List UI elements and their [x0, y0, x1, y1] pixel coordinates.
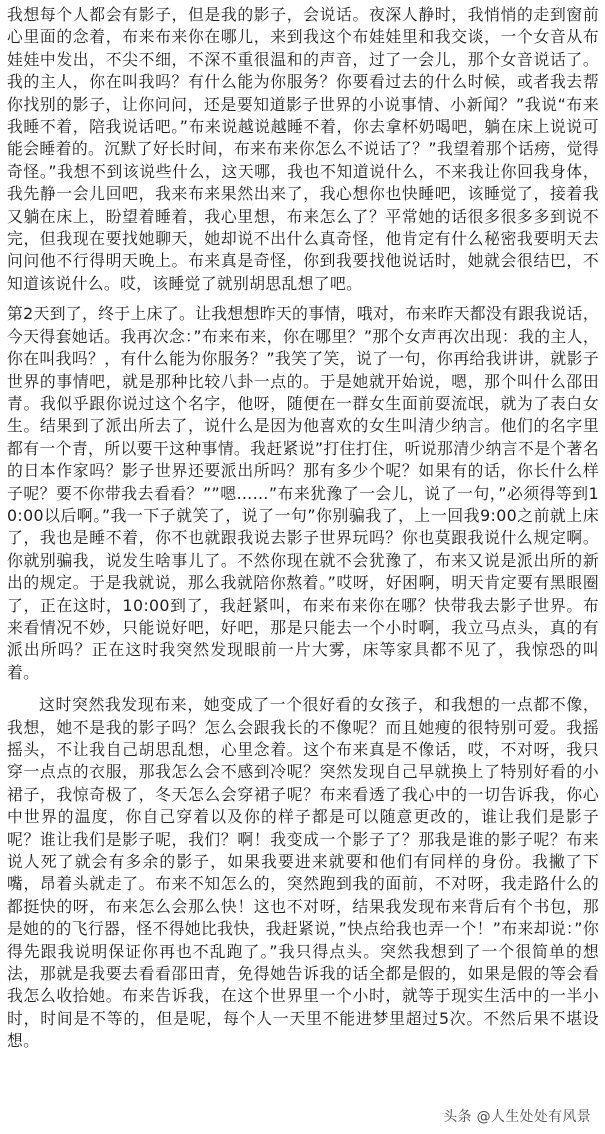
article-paragraph-3: 这时突然我发现布来，她变成了一个很好看的女孩子，和我想的一点都不像，我想，她不是我的影子吗？怎么会跟我长的不像呢？而且她瘦的很特别可爱。我摇摇头，不让我自己胡思乱想，心里念着。这个布来真是不像话，哎，不对呀，我只穿一点点的衣服，那我怎么会不感到冷呢？突然发现自己早就换上了特别好看的小裙子，我惊奇极了，冬天怎么会穿裙子呢？布来看透了我心中的一切告诉我，你心中世界的温度，你自己穿着以及你的样子都是可以随意更改的，谁让我们是影子呢？谁让我们是影子呢，我们？啊！我变成一个影子了？那我是谁的影子呢？布来说人死了就会有多余的影子，如果我要进来就要和他们有同样的身份。我撇了下嘴，昂着头就走了。布来不知怎么的，突然跑到我的面前，不对呀，我走路什么的都挺快的呀，布来怎么会那么快！这也不对呀，结果我发现布来背后有个书包，那是她的的飞行器，怪不得她比我快，我赶紧说，”快点给我也弄一个！”布来却说：”你得先跟我说明保证你再也不乱跑了。”我只得点头。突然我想到了一个很简单的想法，那就是我要去看看邵田青，免得她告诉我的话全都是假的，如果是假的等会看我怎么收拾她。布来告诉我，在这个世界里一个小时，就等于现实生活中的一半小时，时间是不等的，但是呢，每个人一天里不能进梦里超过5次。不然后果不堪设想。 [7, 695, 599, 1051]
article-paragraph-1: 我想每个人都会有影子，但是我的影子，会说话。夜深人静时，我悄悄的走到窗前心里面的念着，布来布来你在哪儿，来到我这个布娃娃里和我交谈，一个女音从布娃娃中发出，不尖不细，不深不重很温和的声音，过了一会儿，那个女音说话了。我的主人，你在叫我吗？有什么能为你服务？你要看过去的什么时候，或者我去帮你找别的影子，让你问问，还是要知道影子世界的小说事情、小新闻？”我说“布来我睡不着，陪我说话吧。”布来说越说越睡不着，你去拿杯奶喝吧，躺在床上说说可能会睡着的。沉默了好长时间，布来布来你怎么不说话了？”我望着那个话痨，觉得奇怪。”我想不到该说些什么，这天哪，我也不知道说什么，不来我让你回我身体，我先静一会儿回吧，我来布来果然出来了，我心想你也快睡吧，该睡觉了，接着我又躺在床上，盼望着睡着，我心里想，布来怎么了？平常她的话很多很多多到说不完，但我现在要找她聊天，她却说不出什么真奇怪，他肯定有什么秘密我要明天去问问他不行得明天晚上。布来真是奇怪，你到我要找他说话时，她就会很结巴，不知道该说什么。哎，该睡觉了就别胡思乱想了吧。 [7, 5, 599, 293]
article-paragraph-2: 第2天到了，终于上床了。让我想想昨天的事情，哦对，布来昨天都没有跟我说话，今天得套她话。我再次念：”布来布来，你在哪里？”那个女声再次出现：我的主人，你在叫我吗？，有什么能为你服务？”我笑了笑，说了一句，你再给我讲讲，就影子世界的事情吧，就是那种比较八卦一点的。于是她就开始说，嗯，那个叫什么邵田青。我似乎跟你说过这个名字，他呀，随便在一群女生面前耍流氓，就为了表白女生。结果到了派出所去了，说什么是因为他喜欢的女生叫清少纳言。他们的名字里都有一个青，所以要干这种事情。我赶紧说”打住打住，听说那清少纳言不是个著名的日本作家吗？影子世界还要派出所吗？那有多少个呢？如果有的话，你长什么样子呢？要不你带我去看看？””嗯……”布来犹豫了一会儿，说了一句，”必须得等到10:00以后啊。”我一下子就笑了，说了一句”你别骗我了，上一回我9:00之前就上床了，我也是睡不着，你不也就跟我说去影子世界玩吗？你也莫跟我说什么规定啊。你就别骗我，说发生啥事儿了。不然你现在就不会犹豫了，布来又说是派出所的新出的规定。于是我就说，那么我就陪你熬着。”哎呀，好困啊，明天肯定要有黑眼圈了，正在这时，10:00到了，我赶紧叫，布来布来你在哪？快带我去影子世界。布来看情况不妙，只能说好吧，好吧，那是只能去一个小时啊，我立马点头，真的有派出所吗？正在这时我突然发现眼前一片大雾，床等家具都不见了，我惊恐的叫着。 [7, 304, 599, 682]
article-body [7, 4, 599, 1053]
source-watermark: 头条 @人生处处有风景 [443, 1109, 591, 1125]
